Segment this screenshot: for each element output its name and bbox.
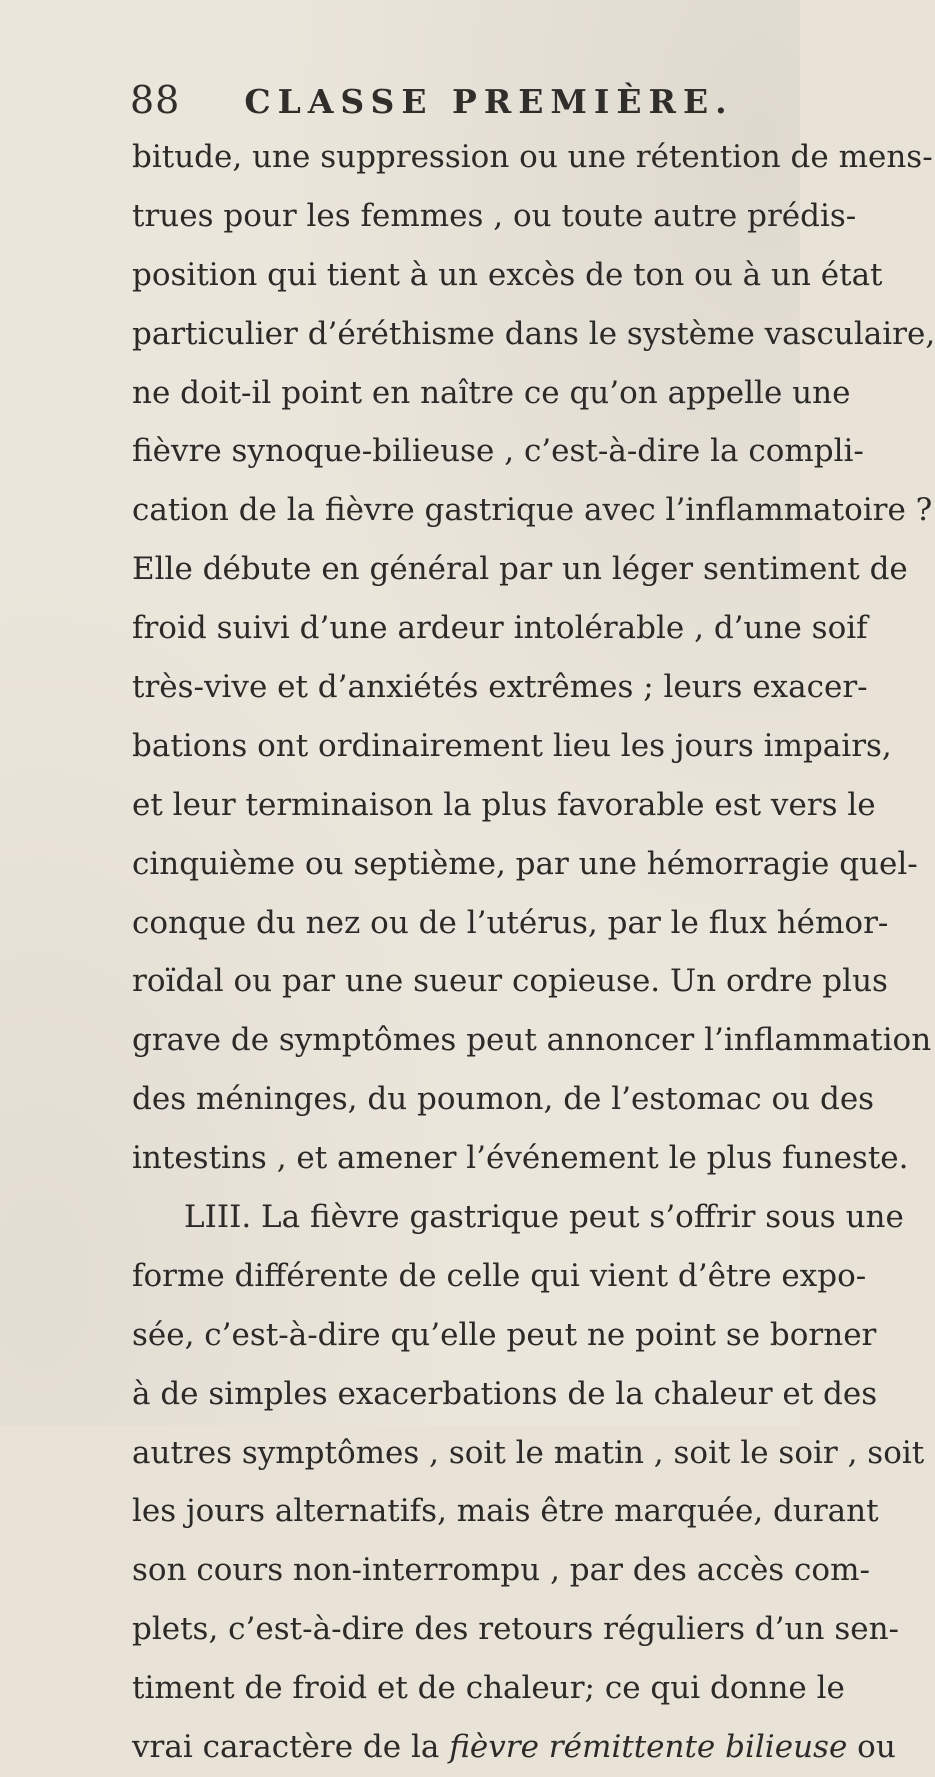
body-text <box>132 128 935 1777</box>
text-line: intestins , et amener l’événement le plus funeste. <box>132 1140 909 1177</box>
text-line: fièvre synoque-bilieuse , c’est-à-dire la compli- <box>132 433 864 470</box>
text-line: particulier d’éréthisme dans le système vasculaire, <box>132 315 935 352</box>
text-line: forme différente de celle qui vient d’être expo- <box>132 1257 867 1294</box>
running-head: CLASSE PREMIÈRE. <box>244 82 734 121</box>
text-line: autres symptômes , soit le matin , soit le soir , soit <box>132 1434 925 1471</box>
text-line: des méninges, du poumon, de l’estomac ou des <box>132 1081 875 1118</box>
text-line: bations ont ordinairement lieu les jours impairs, <box>132 727 892 764</box>
text-line: son cours non-interrompu , par des accès com- <box>132 1552 870 1589</box>
paragraph-start-line: LIII. La fièvre gastrique peut s’offrir sous une <box>184 1199 904 1236</box>
text-segment: vrai caractère de la <box>132 1729 450 1766</box>
text-line: trues pour les femmes , ou toute autre prédis- <box>132 197 857 234</box>
text-line: froid suivi d’une ardeur intolérable , d’une soif <box>132 610 868 647</box>
text-line: cinquième ou septième, par une hémorragie quel- <box>132 845 918 882</box>
text-line: plets, c’est-à-dire des retours réguliers d’un sen- <box>132 1611 900 1648</box>
text-line: position qui tient à un excès de ton ou à un état <box>132 256 883 293</box>
text-line: roïdal ou par une sueur copieuse. Un ordre plus <box>132 963 888 1000</box>
text-line: conque du nez ou de l’utérus, par le flux hémor- <box>132 904 889 941</box>
text-line: Elle débute en général par un léger sentiment de <box>132 551 908 588</box>
italic-term: fièvre rémittente bilieuse <box>449 1729 848 1766</box>
text-segment: ou <box>847 1729 896 1766</box>
text-line-last <box>132 1718 896 1777</box>
text-line: bitude, une suppression ou une rétention de mens- <box>132 139 933 175</box>
text-line: les jours alternatifs, mais être marquée, durant <box>132 1493 879 1530</box>
page-header <box>130 78 734 128</box>
text-line: ne doit-il point en naître ce qu’on appelle une <box>132 374 851 411</box>
text-line: timent de froid et de chaleur; ce qui donne le <box>132 1670 845 1707</box>
text-line: grave de symptômes peut annoncer l’inflammation <box>132 1022 932 1059</box>
text-line: à de simples exacerbations de la chaleur et des <box>132 1375 878 1412</box>
text-line: et leur terminaison la plus favorable est vers le <box>132 786 876 823</box>
text-line: cation de la fièvre gastrique avec l’inflammatoire ? <box>132 492 933 529</box>
page-number: 88 <box>130 78 181 122</box>
text-line: sée, c’est-à-dire qu’elle peut ne point se borner <box>132 1316 877 1353</box>
text-line: très-vive et d’anxiétés extrêmes ; leurs exacer- <box>132 669 868 706</box>
